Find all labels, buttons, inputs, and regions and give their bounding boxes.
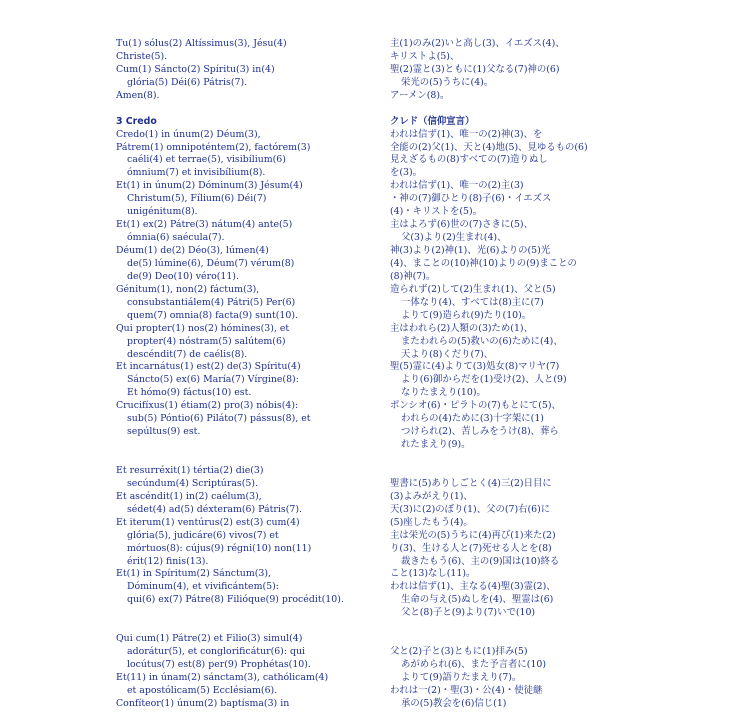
verse-line: Et(1) ex(2) Pátre(3) nátum(4) ante(5) (116, 219, 293, 231)
verse-line: Et(1) in Spíritum(2) Sánctum(3), (116, 568, 271, 580)
verse-line: adorátur(5), et conglorificátur(6): qui (127, 646, 306, 658)
verse-line: 見えざるもの(8)すべての(7)造りぬし (390, 154, 548, 166)
spacer (390, 452, 575, 478)
verse-line: われは信ず(1)、唯一の(2)主(3) (390, 180, 524, 192)
verse-line: Et(11) in únam(2) sánctam(3), cathólicam(4) (116, 671, 329, 683)
verse-line: 聖(2)霊と(3)ともに(1)父なる(7)神の(6) (390, 63, 560, 75)
verse-line: ómnium(7) et invisibílium(8). (127, 167, 266, 179)
verse-line: キリストよ(5)、 (390, 50, 460, 62)
verse-line: われは信ず(1)、主なる(4)聖(3)霊(2)、 (390, 581, 556, 593)
verse-line: de(5) lúmine(6), Déum(7) vérum(8) (127, 257, 295, 269)
japanese-column (390, 38, 588, 711)
verse-line: われは一(2)・聖(3)・公(4)・使徒継 (390, 684, 543, 696)
verse-line: Et iterum(1) ventúrus(2) est(3) cum(4) (116, 516, 300, 528)
spacer (390, 620, 575, 646)
verse-line: qui(6) ex(7) Pátre(8) Filióque(9) procédit(10). (127, 594, 344, 606)
verse-line: Et hómo(9) fáctus(10) est. (127, 387, 252, 399)
verse-line: consubstantiálem(4) Pátri(5) Per(6) (127, 296, 296, 308)
spacer (116, 607, 366, 633)
verse-line: (4)、まことの(10)神(10)よりの(9)まことの (390, 257, 577, 269)
verse-line: sepúltus(9) est. (127, 426, 201, 438)
verse-line: Et(1) in únum(2) Dóminum(3) Jésum(4) (116, 180, 303, 192)
verse-line: descéndit(7) de caélis(8). (127, 348, 248, 360)
verse-line: Qui propter(1) nos(2) hómines(3), et (116, 322, 290, 334)
verse-line: glória(5), judicáre(6) vivos(7) et (127, 529, 279, 541)
verse-line: われらの(4)ために(3)十字架に(1) (401, 413, 544, 425)
spacer (116, 439, 366, 465)
verse-line: 父と(2)子と(3)ともに(1)拝み(5) (390, 646, 528, 658)
verse-line: 神(3)より(2)神(1)、光(6)よりの(5)光 (390, 245, 551, 256)
verse-line: Amen(8). (116, 89, 160, 101)
verse-line: ómnia(6) saécula(7). (127, 232, 225, 244)
verse-line: アーメン(8)。 (390, 89, 450, 101)
verse-line: Déum(1) de(2) Déo(3), lúmen(4) (116, 245, 269, 256)
verse-line: Confíteor(1) únum(2) baptísma(3) in (116, 697, 290, 709)
spacer (390, 103, 575, 116)
verse-line: より(6)御からだを(1)受け(2)、人と(9) (401, 374, 567, 386)
verse-line: Crucifíxus(1) étiam(2) pro(3) nóbis(4): (116, 400, 299, 412)
verse-line: propter(4) nóstram(5) salútem(6) (127, 335, 286, 347)
verse-line: よりて(9)造られ(9)たり(10)。 (401, 309, 532, 321)
verse-line: et apostólicam(5) Ecclésiam(6). (127, 684, 278, 696)
verse-line: Et ascéndit(1) in(2) caélum(3), (116, 490, 262, 502)
verse-line: 主はわれら(2)人類の(3)ため(1)、 (390, 322, 533, 334)
verse-line: ポンシオ(6)・ピラトの(7)もとにて(5)、 (390, 400, 561, 412)
verse-line: こと(13)なし(11)。 (390, 568, 476, 580)
verse-line: よりて(9)語りたまえり(7)。 (401, 671, 522, 683)
verse-line: Pátrem(1) omnipoténtem(2), factórem(3) (116, 141, 311, 153)
verse-line: を(3)。 (390, 167, 423, 179)
verse-line: 聖(5)霊に(4)よりて(3)処女(8)マリヤ(7) (390, 361, 560, 373)
verse-line: り(3)、生ける人と(7)死せる人とを(8) (390, 542, 552, 554)
verse-line: sédet(4) ad(5) déxteram(6) Pátris(7). (127, 503, 302, 515)
verse-line: quem(7) omnia(8) facta(9) sunt(10). (127, 309, 298, 321)
verse-line: Qui cum(1) Pátre(2) et Filio(3) simul(4) (116, 633, 303, 645)
verse-line: 裁きたもう(6)、主の(9)国は(10)終る (401, 555, 560, 567)
verse-line: 主はよろず(6)世の(7)さきに(5)、 (390, 219, 533, 231)
verse-line: sub(5) Póntio(6) Piláto(7) pássus(8), et (127, 413, 311, 425)
verse-line: glória(5) Déi(6) Pátris(7). (127, 76, 248, 88)
verse-line: Et incarnátus(1) est(2) de(3) Spíritu(4) (116, 361, 301, 373)
verse-line: Christum(5), Fílium(6) Déi(7) (127, 193, 267, 205)
verse-line: de(9) Deo(10) véro(11). (127, 270, 239, 282)
verse-line: Christe(5). (116, 50, 168, 62)
verse-line: ・神の(7)御ひとり(8)子(6)・イエズス (390, 193, 552, 205)
verse-line: 天より(8)くだり(7)、 (401, 348, 494, 360)
verse-line: érit(12) finis(13). (127, 555, 209, 567)
verse-line: れたまえり(9)。 (401, 439, 471, 451)
verse-line: 栄光の(5)うちに(4)。 (401, 76, 494, 88)
verse-line: 主(1)のみ(2)いと高し(3)、イエズス(4)、 (390, 38, 565, 49)
verse-line: locútus(7) est(8) per(9) Prophétas(10). (127, 659, 311, 671)
verse-line: 全能の(2)父(1)、天と(4)地(5)、見ゆるもの(6) (390, 141, 588, 153)
verse-line: 聖書に(5)ありしごとく(4)三(2)日目に (390, 477, 552, 489)
verse-line: (4)・キリストを(5)。 (390, 206, 482, 218)
section-heading: クレド（信仰宣言） (390, 115, 475, 127)
verse-line: 父(3)より(2)生まれ(4)、 (401, 232, 507, 244)
verse-line: Tu(1) sólus(2) Altíssimus(3), Jésu(4) (116, 38, 287, 49)
verse-line: 承の(5)教会を(6)信じ(1) (401, 697, 507, 709)
verse-line: 主は栄光の(5)うちに(4)再び(1)来た(2) (390, 529, 556, 541)
verse-line: Cum(1) Sáncto(2) Spíritu(3) in(4) (116, 63, 275, 75)
verse-line: 天(3)に(2)のぼり(1)、父の(7)右(6)に (390, 503, 551, 515)
verse-line: (8)神(7)。 (390, 270, 436, 282)
verse-line: 造られず(2)して(2)生まれ(1)、父と(5) (390, 283, 556, 295)
spacer (116, 103, 366, 116)
verse-line: Sáncto(5) ex(6) María(7) Vírgine(8): (127, 374, 299, 386)
verse-line: secúndum(4) Scriptúras(5). (127, 477, 258, 489)
verse-line: 一体なり(4)、すべては(8)主に(7) (401, 296, 544, 308)
verse-line: Dóminum(4), et vivificántem(5): (127, 581, 279, 593)
verse-line: またわれらの(5)救いの(6)ために(4)、 (401, 335, 563, 347)
section-heading: 3 Credo (116, 115, 157, 127)
verse-line: つけられ(2)、苦しみをうけ(8)、葬ら (401, 426, 559, 438)
verse-line: Génitum(1), non(2) fáctum(3), (116, 283, 260, 295)
verse-line: caéli(4) et terrae(5), visibílium(6) (127, 154, 286, 166)
verse-line: 生命の与え(5)ぬしを(4)、聖霊は(6) (401, 594, 554, 606)
verse-line: (3)よみがえり(1)、 (390, 490, 473, 502)
verse-line: なりたまえり(10)。 (401, 387, 486, 399)
verse-line: unigénitum(8). (127, 206, 198, 218)
verse-line: あがめられ(6)、また予言者に(10) (401, 659, 547, 671)
verse-line: Credo(1) in únum(2) Déum(3), (116, 128, 261, 140)
verse-line: mórtuos(8): cújus(9) régni(10) non(11) (127, 542, 312, 554)
verse-line: (5)座したもう(4)。 (390, 516, 473, 528)
verse-line: 父と(8)子と(9)より(7)いで(10) (401, 607, 536, 619)
latin-column (116, 38, 366, 711)
verse-line: われは信ず(1)、唯一の(2)神(3)、を (390, 128, 543, 140)
verse-line: Et resurréxit(1) tértia(2) die(3) (116, 464, 264, 476)
